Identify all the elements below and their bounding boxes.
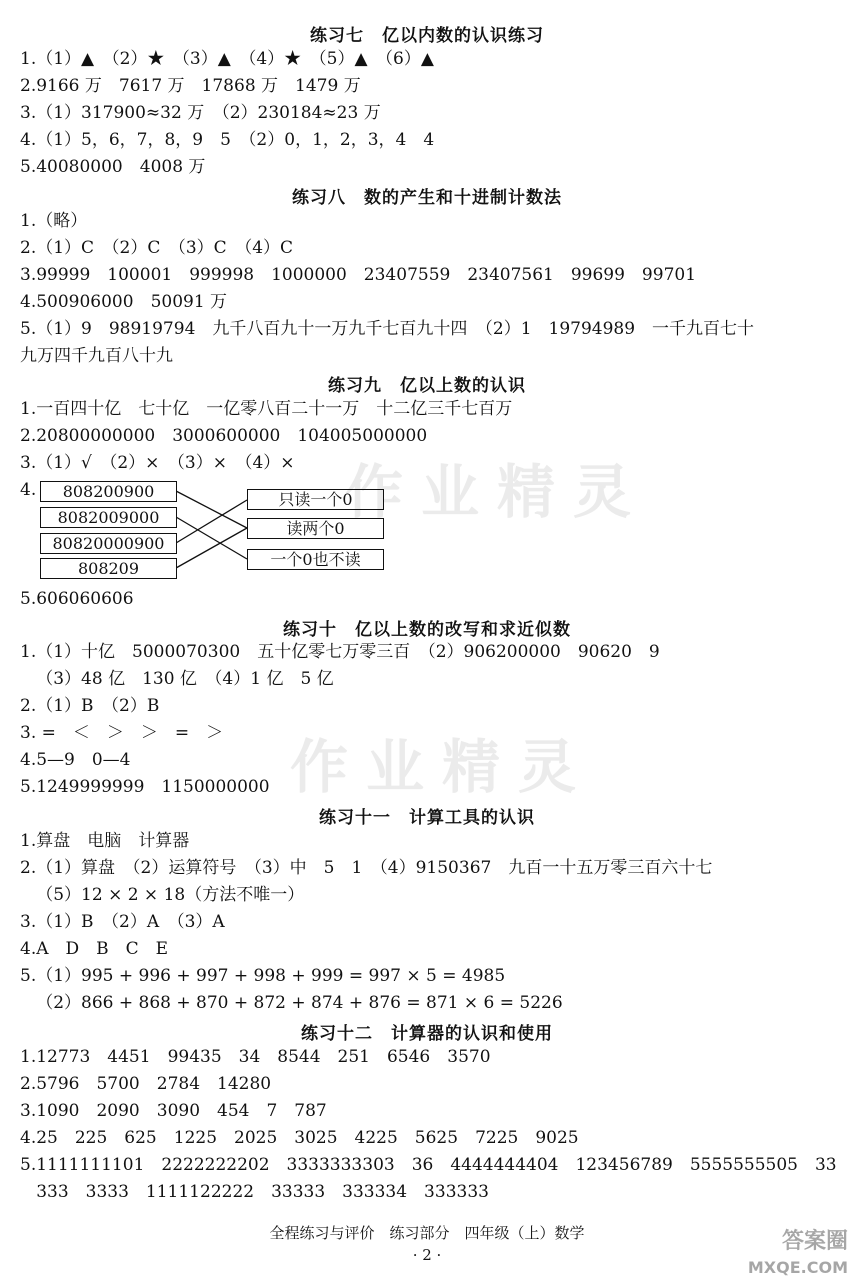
answer-line: 3.（1）317900≈32 万 （2）230184≈23 万 — [20, 103, 381, 123]
match-left-box: 808200900 — [40, 481, 177, 502]
answer-line: 2.9166 万 7617 万 17868 万 1479 万 — [20, 76, 361, 96]
answer-line: 1.（略） — [20, 211, 88, 231]
answer-line: 1.算盘 电脑 计算器 — [20, 831, 190, 851]
match-right-box: 一个0也不读 — [247, 549, 384, 570]
answer-line: 4.25 225 625 1225 2025 3025 4225 5625 7225 9025 — [20, 1128, 579, 1148]
match-line — [176, 517, 247, 559]
answer-line: 333 3333 1111122222 33333 333334 333333 — [20, 1182, 489, 1202]
answer-line: 4.A D B C E — [20, 939, 169, 959]
answer-line: 5.（1）995 + 996 + 997 + 998 + 999 = 997 × 5 = 4985 — [20, 966, 506, 986]
watermark: 作业精灵 — [345, 458, 650, 526]
match-line — [176, 491, 247, 528]
site-logo — [748, 1229, 848, 1281]
answer-line: 3.1090 2090 3090 454 7 787 — [20, 1101, 327, 1121]
answer-line: 4.500906000 50091 万 — [20, 292, 228, 312]
match-line — [176, 500, 247, 543]
section-title-12: 练习十二 计算器的认识和使用 — [301, 1024, 553, 1044]
section-title-8: 练习八 数的产生和十进制计数法 — [292, 188, 562, 208]
watermark: 作业精灵 — [290, 733, 595, 801]
site-logo-url: MXQE.COM — [747, 1258, 848, 1277]
footer-book-title: 全程练习与评价 练习部分 四年级（上）数学 — [269, 1224, 585, 1242]
answer-line: 1.（1）▲ （2）★ （3）▲ （4）★ （5）▲ （6）▲ — [20, 49, 434, 69]
site-logo-name: 答案圈 — [781, 1229, 848, 1254]
answer-line: 3.（1）√ （2）× （3）× （4）× — [20, 453, 295, 473]
answer-line: 4.5—9 0—4 — [20, 750, 131, 770]
match-line — [176, 528, 247, 568]
answer-line: 4. — [20, 480, 37, 500]
answer-line: 1.一百四十亿 七十亿 一亿零八百二十一万 十二亿三千七百万 — [20, 399, 513, 419]
answer-line: 3.（1）B （2）A （3）A — [20, 912, 225, 932]
section-title-9: 练习九 亿以上数的认识 — [328, 376, 526, 396]
answer-line: 5.1111111101 2222222202 3333333303 36 4444444404 123456789 5555555505 33 — [20, 1155, 837, 1175]
answer-line: 5.40080000 4008 万 — [20, 157, 206, 177]
match-left-box: 808209 — [40, 558, 177, 579]
section-title-10: 练习十 亿以上数的改写和求近似数 — [283, 620, 571, 640]
answer-line: 九万四千九百八十九 — [20, 346, 173, 366]
answer-line: 3. = ＜ ＞ ＞ = ＞ — [20, 723, 224, 743]
section-title-7: 练习七 亿以内数的认识练习 — [310, 26, 544, 46]
match-right-box: 读两个0 — [247, 518, 384, 539]
answer-line: （3）48 亿 130 亿 （4）1 亿 5 亿 — [20, 669, 334, 689]
answer-line: 2.（1）B （2）B — [20, 696, 160, 716]
answer-line: 4.（1）5，6，7，8，9 5 （2）0，1，2，3，4 4 — [20, 130, 435, 150]
answer-line: 5.（1）9 98919794 九千八百九十一万九千七百九十四 （2）1 19794989 一千九百七十 — [20, 319, 755, 339]
match-right-box: 只读一个0 — [247, 489, 384, 510]
answer-line: 2.20800000000 3000600000 104005000000 — [20, 426, 428, 446]
answer-line: 1.12773 4451 99435 34 8544 251 6546 3570 — [20, 1047, 491, 1067]
answer-line: 5.606060606 — [20, 589, 134, 609]
section-title-11: 练习十一 计算工具的认识 — [319, 808, 535, 828]
answer-line: 3.99999 100001 999998 1000000 23407559 23407561 99699 99701 — [20, 265, 697, 285]
answer-line: 1.（1）十亿 5000070300 五十亿零七万零三百 （2）906200000 90620 9 — [20, 642, 660, 662]
answer-line: 2.5796 5700 2784 14280 — [20, 1074, 272, 1094]
match-left-box: 8082009000 — [40, 507, 177, 528]
match-left-box: 80820000900 — [40, 533, 177, 554]
answer-line: 2.（1）算盘 （2）运算符号 （3）中 5 1 （4）9150367 九百一十五万零三百六十七 — [20, 858, 713, 878]
answer-line: 5.1249999999 1150000000 — [20, 777, 270, 797]
answer-line: （2）866 + 868 + 870 + 872 + 874 + 876 = 871 × 6 = 5226 — [20, 993, 563, 1013]
page-number: · 2 · — [412, 1246, 442, 1264]
answer-line: 2.（1）C （2）C （3）C （4）C — [20, 238, 294, 258]
answer-line: （5）12 × 2 × 18（方法不唯一） — [20, 885, 305, 905]
